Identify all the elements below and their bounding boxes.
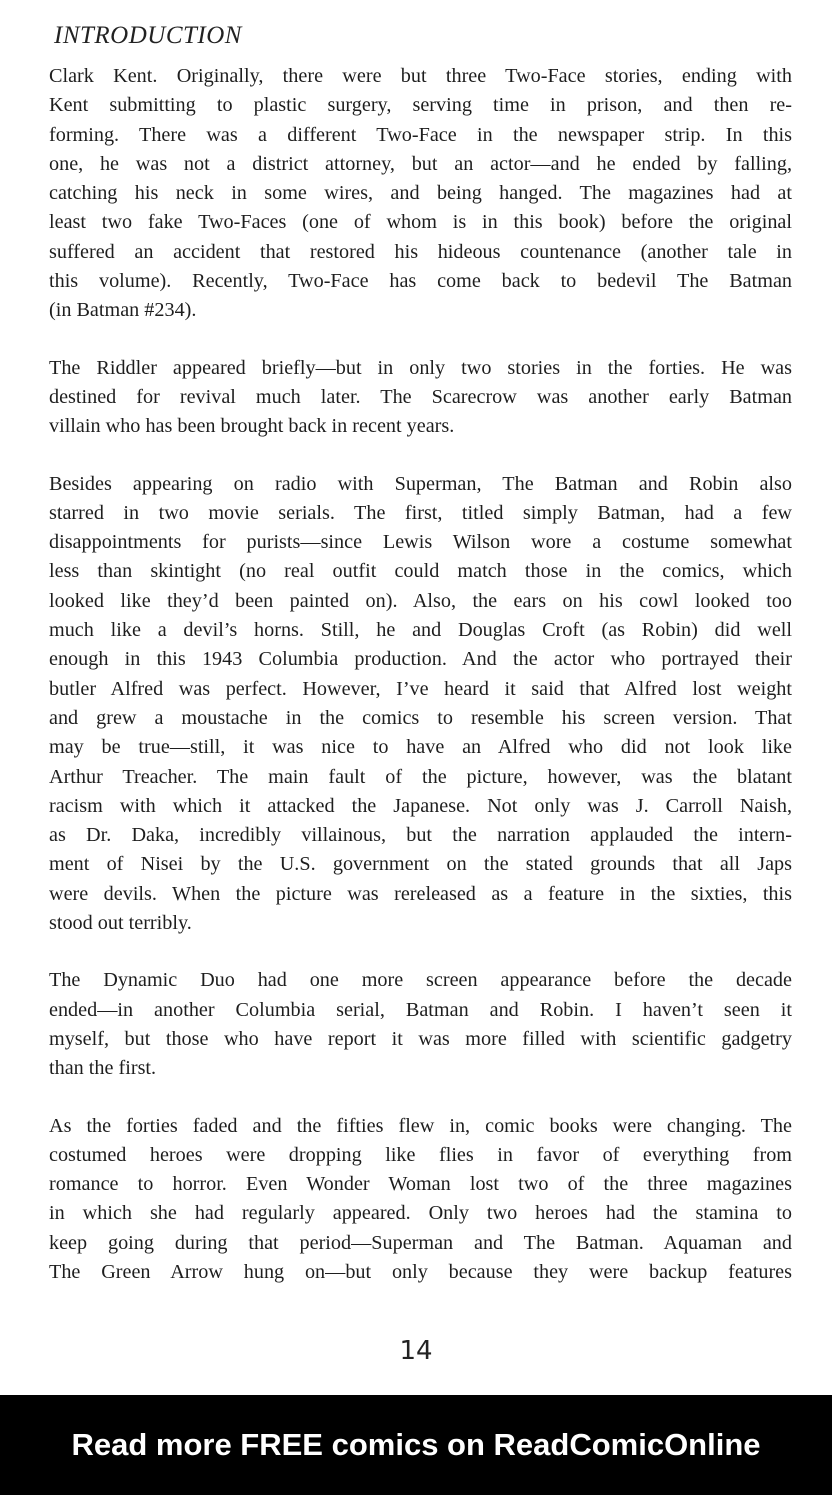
paragraph <box>49 966 792 1083</box>
paragraph <box>49 62 792 326</box>
text-line: less than skintight (no real outfit could match those in the comics, which <box>49 560 792 583</box>
text-line: myself, but those who have report it was more filled with scientific gadgetry <box>49 1027 792 1050</box>
text-line: much like a devil’s horns. Still, he and Douglas Croft (as Robin) did well <box>49 619 792 642</box>
text-line: As the forties faded and the fifties flew in, comic books were changing. The <box>49 1114 792 1137</box>
text-line: racism with which it attacked the Japanese. Not only was J. Carroll Naish, <box>49 794 792 817</box>
text-line: The Riddler appeared briefly—but in only two stories in the forties. He was <box>49 356 792 379</box>
text-line: starred in two movie serials. The first, titled simply Batman, had a few <box>49 501 792 524</box>
paragraph <box>49 354 792 442</box>
text-line: than the first. <box>49 1057 157 1080</box>
text-line: Clark Kent. Originally, there were but three Two-Face stories, ending with <box>49 65 792 87</box>
text-line: this volume). Recently, Two-Face has come back to bedevil The Batman <box>49 270 792 293</box>
text-line: ment of Nisei by the U.S. government on the stated grounds that all Japs <box>49 853 792 876</box>
body-text <box>49 62 792 1315</box>
paragraph <box>49 470 792 939</box>
text-line: Kent submitting to plastic surgery, serving time in prison, and then re- <box>49 94 792 117</box>
text-line: catching his neck in some wires, and being hanged. The magazines had at <box>49 182 792 205</box>
text-line: villain who has been brought back in recent years. <box>49 415 455 438</box>
text-line: (in Batman #234). <box>49 299 197 322</box>
text-line: disappointments for purists—since Lewis Wilson wore a costume somewhat <box>49 531 792 554</box>
text-line: may be true—still, it was nice to have an Alfred who did not look like <box>49 736 792 759</box>
text-line: were devils. When the picture was rereleased as a feature in the sixties, this <box>49 882 792 905</box>
text-line: keep going during that period—Superman and The Batman. Aquaman and <box>49 1231 792 1254</box>
section-heading: INTRODUCTION <box>54 22 242 49</box>
text-line: butler Alfred was perfect. However, I’ve heard it said that Alfred lost weight <box>49 677 792 700</box>
text-line: least two fake Two-Faces (one of whom is in this book) before the original <box>49 211 792 234</box>
text-line: forming. There was a different Two-Face in the newspaper strip. In this <box>49 123 792 146</box>
promo-banner[interactable] <box>0 1395 832 1495</box>
text-line: stood out terribly. <box>49 912 192 935</box>
text-line: looked like they’d been painted on). Also, the ears on his cowl looked too <box>49 589 792 612</box>
text-line: The Dynamic Duo had one more screen appearance before the decade <box>49 969 792 992</box>
text-line: suffered an accident that restored his hideous countenance (another tale in <box>49 240 792 263</box>
text-line: ended—in another Columbia serial, Batman and Robin. I haven’t seen it <box>49 998 792 1021</box>
paragraph <box>49 1112 792 1288</box>
text-line: destined for revival much later. The Scarecrow was another early Batman <box>49 385 792 408</box>
promo-banner-text[interactable]: Read more FREE comics on ReadComicOnline <box>71 1427 761 1462</box>
text-line: one, he was not a district attorney, but an actor—and he ended by falling, <box>49 152 792 175</box>
text-line: Besides appearing on radio with Superman, The Batman and Robin also <box>49 472 792 495</box>
page-number: 14 <box>399 1336 433 1366</box>
text-line: as Dr. Daka, incredibly villainous, but the narration applauded the intern- <box>49 824 792 847</box>
text-line: and grew a moustache in the comics to resemble his screen version. That <box>49 706 792 729</box>
text-line: enough in this 1943 Columbia production. And the actor who portrayed their <box>49 648 792 671</box>
text-line: Arthur Treacher. The main fault of the picture, however, was the blatant <box>49 765 792 788</box>
text-line: romance to horror. Even Wonder Woman lost two of the three magazines <box>49 1173 792 1196</box>
text-line: The Green Arrow hung on—but only because they were backup features <box>49 1260 792 1283</box>
text-line: costumed heroes were dropping like flies in favor of everything from <box>49 1143 792 1166</box>
text-line: in which she had regularly appeared. Only two heroes had the stamina to <box>49 1202 792 1225</box>
